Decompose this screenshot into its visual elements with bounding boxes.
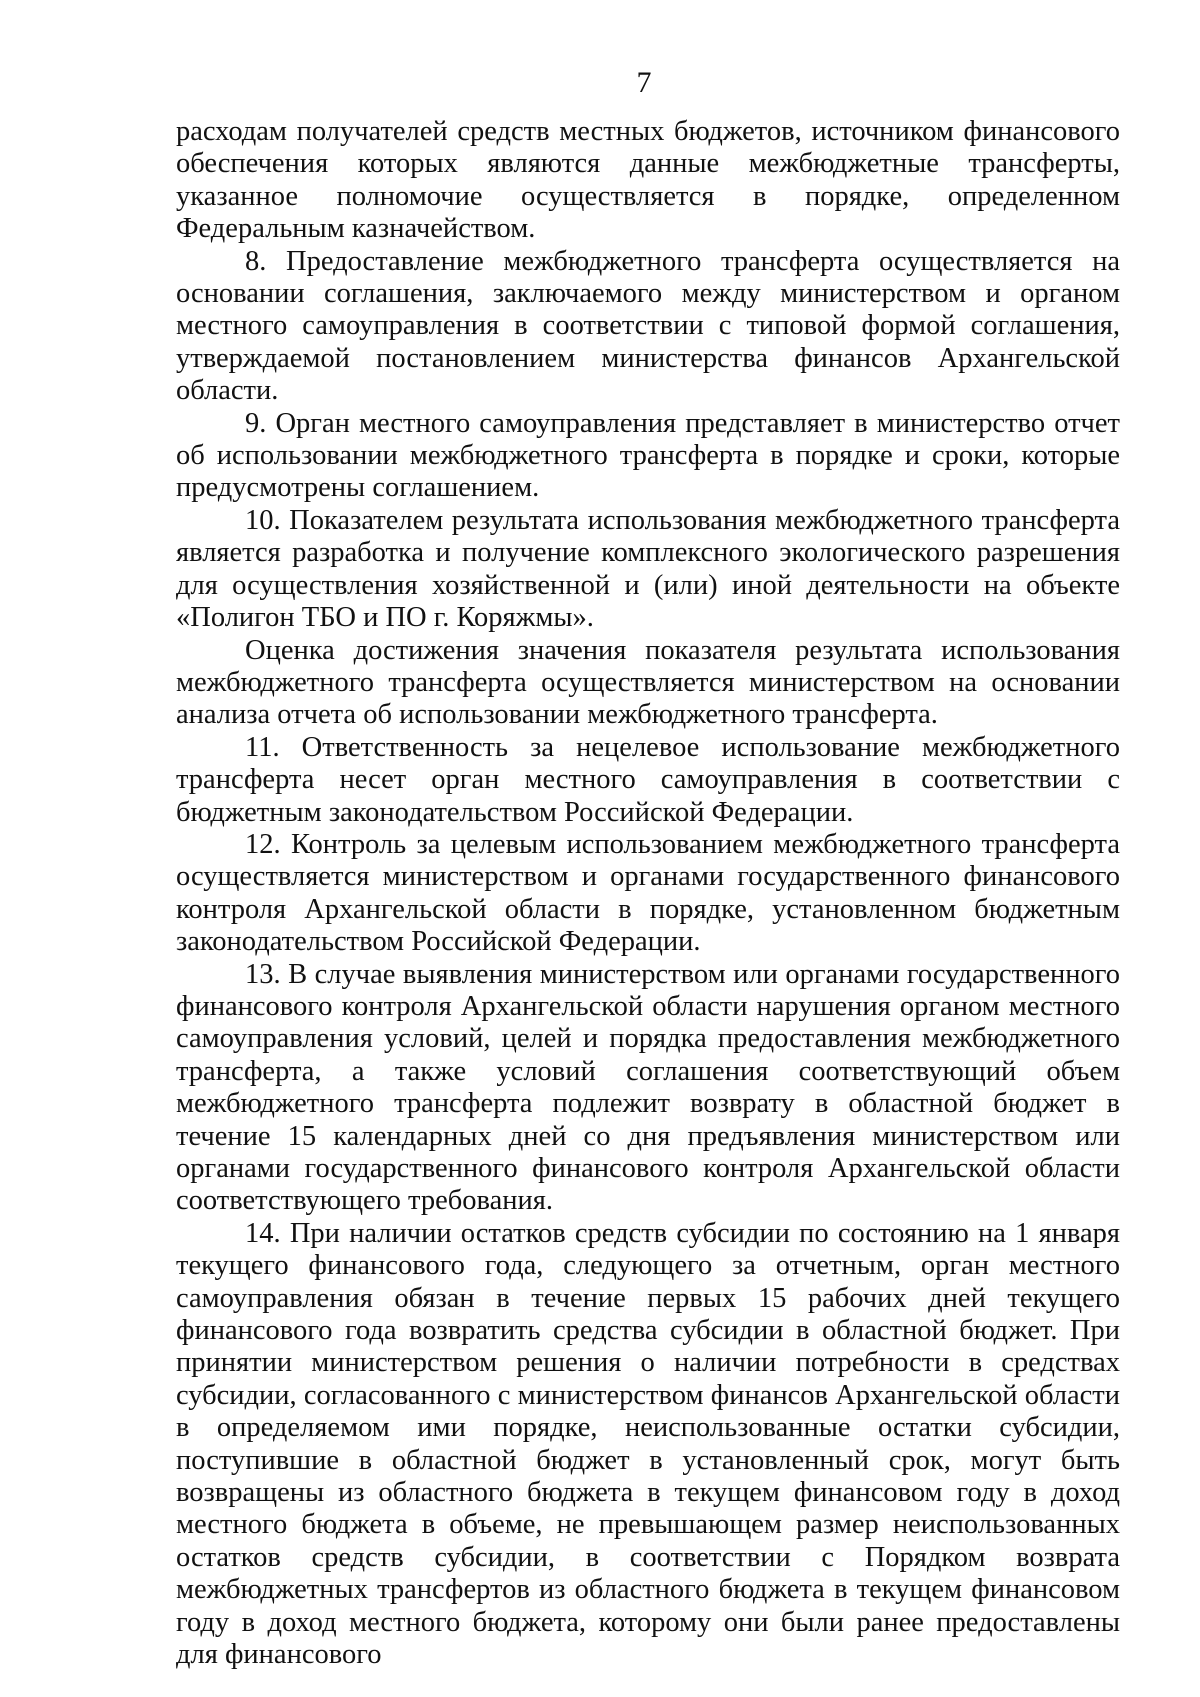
paragraph-item-10-evaluation: Оценка достижения значения показателя результата использования межбюджетного трансферта осуществляется министерством на основании анализа отчета об использовании межбюджетного трансферта. xyxy=(176,634,1120,731)
paragraph-item-13: 13. В случае выявления министерством или органами государственного финансового контроля Архангельской области нарушения органом местного самоуправления условий, целей и порядка предоставления межбюджетного трансферта, а также условий соглашения соответствующий объем межбюджетного трансферта подлежит возврату в областной бюджет в течение 15 календарных дней со дня предъявления министерством или органами государственного финансового контроля Архангельской области соответствующего требования. xyxy=(176,958,1120,1217)
paragraph-item-8: 8. Предоставление межбюджетного трансферта осуществляется на основании соглашения, заключаемого между министерством и органом местного самоуправления в соответствии с типовой формой соглашения, утверждаемой постановлением министерства финансов Архангельской области. xyxy=(176,245,1120,407)
paragraph-item-14: 14. При наличии остатков средств субсидии по состоянию на 1 января текущего финансового года, следующего за отчетным, орган местного самоуправления обязан в течение первых 15 рабочих дней текущего финансового года возвратить средства субсидии в областной бюджет. При принятии министерством решения о наличии потребности в средствах субсидии, согласованного с министерством финансов Архангельской области в определяемом ими порядке, неиспользованные остатки субсидии, поступившие в областной бюджет в установленный срок, могут быть возвращены из областного бюджета в текущем финансовом году в доход местного бюджета в объеме, не превышающем размер неиспользованных остатков средств субсидии, в соответствии с Порядком возврата межбюджетных трансфертов из областного бюджета в текущем финансовом году в доход местного бюджета, которому они были ранее предоставлены для финансового xyxy=(176,1217,1120,1671)
paragraph-item-9: 9. Орган местного самоуправления представляет в министерство отчет об использовании межбюджетного трансферта в порядке и сроки, которые предусмотрены соглашением. xyxy=(176,407,1120,504)
paragraph-item-12: 12. Контроль за целевым использованием межбюджетного трансферта осуществляется министерством и органами государственного финансового контроля Архангельской области в порядке, установленном бюджетным законодательством Российской Федерации. xyxy=(176,828,1120,958)
paragraph-continuation: расходам получателей средств местных бюджетов, источником финансового обеспечения которых являются данные межбюджетные трансферты, указанное полномочие осуществляется в порядке, определенном Федеральным казначейством. xyxy=(176,116,1120,245)
page-number: 7 xyxy=(636,66,652,99)
paragraph-item-10: 10. Показателем результата использования межбюджетного трансферта является разработка и получение комплексного экологического разрешения для осуществления хозяйственной и (или) иной деятельности на объекте «Полигон ТБО и ПО г. Коряжмы». xyxy=(176,504,1120,634)
paragraph-item-11: 11. Ответственность за нецелевое использование межбюджетного трансферта несет орган местного самоуправления в соответствии с бюджетным законодательством Российской Федерации. xyxy=(176,731,1120,828)
document-body xyxy=(176,116,1120,1672)
